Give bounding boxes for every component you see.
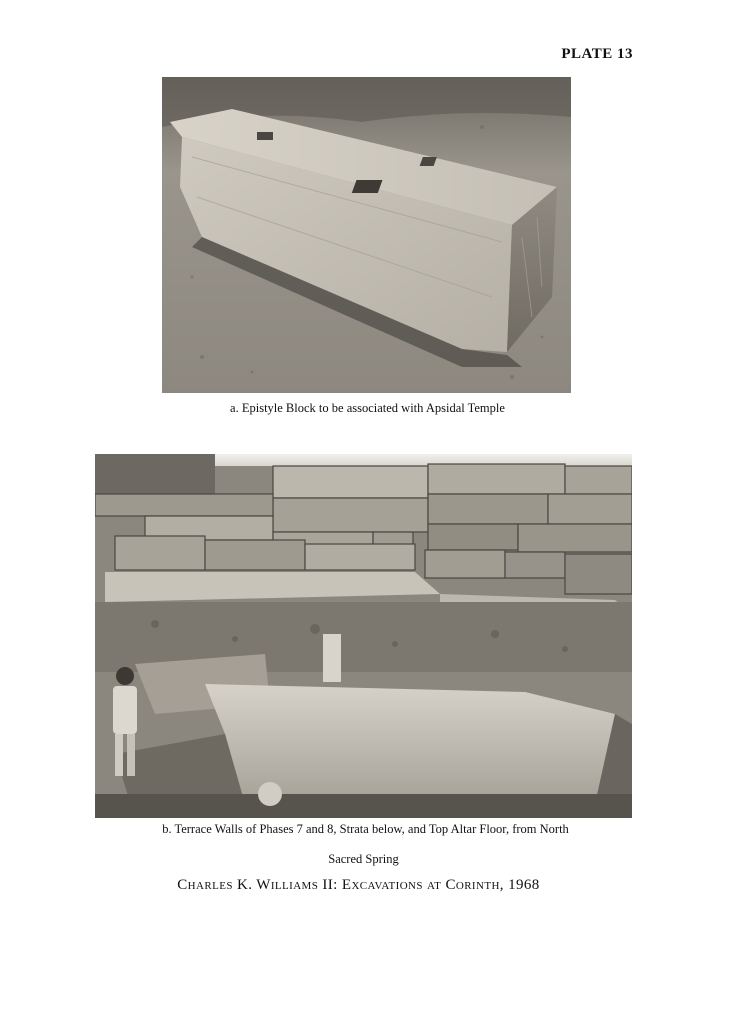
terrace-walls-photo (95, 454, 632, 818)
epistyle-block-photo (162, 77, 571, 393)
section-title: Sacred Spring (328, 852, 399, 866)
figure-b-caption: b. Terrace Walls of Phases 7 and 8, Strata below, and Top Altar Floor, from North (162, 822, 569, 836)
credit-line: Charles K. Williams II: Excavations at Corinth, 1968 (177, 877, 540, 893)
plate-label: PLATE 13 (561, 46, 633, 62)
figure-a-caption: a. Epistyle Block to be associated with Apsidal Temple (230, 401, 505, 415)
